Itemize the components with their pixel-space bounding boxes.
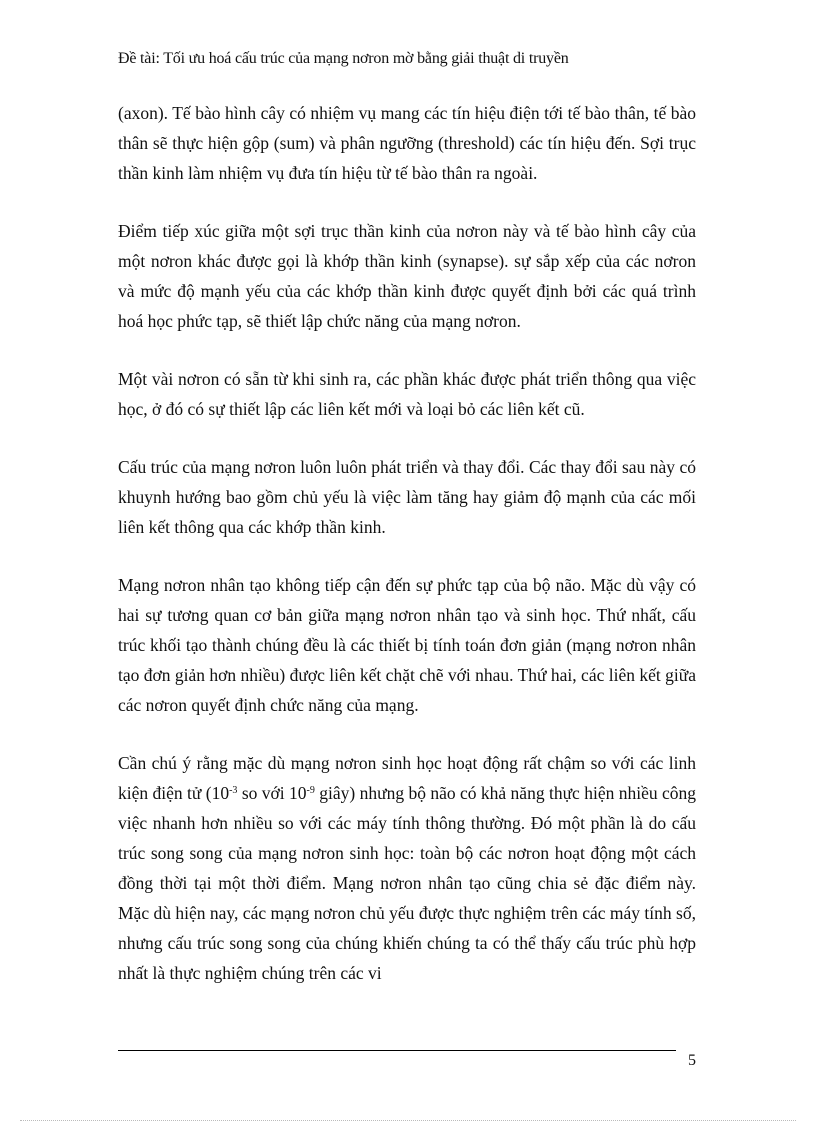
paragraph-6-text-b: so với 10 <box>237 783 307 803</box>
paragraph-6 <box>118 748 696 988</box>
paragraph-5: Mạng nơron nhân tạo không tiếp cận đến sự phức tạp của bộ não. Mặc dù vậy có hai sự tương quan cơ bản giữa mạng nơron nhân tạo và sinh học. Thứ nhất, cấu trúc khối tạo thành chúng đều là các thiết bị tính toán đơn giản (mạng nơron nhân tạo đơn giản hơn nhiều) được liên kết chặt chẽ với nhau. Thứ hai, các liên kết giữa các nơron quyết định chức năng của mạng. <box>118 575 696 715</box>
exponent-2: -9 <box>306 785 315 796</box>
page-edge-divider <box>20 1120 796 1121</box>
paragraph-6-text-c: giây) nhưng bộ não có khả năng thực hiện nhiều công việc nhanh hơn nhiều so với các máy tính thông thường. Đó một phần là do cấu trúc song song của mạng nơron sinh học: toàn bộ các nơron hoạt động một cách đồng thời tại một thời điểm. Mạng nơron nhân tạo cũng chia sẻ đặc điểm này. Mặc dù hiện nay, các mạng nơron chủ yếu được thực nghiệm trên các máy tính số, nhưng cấu trúc song song của chúng khiến chúng ta có thể thấy cấu trúc phù hợp nhất là thực nghiệm chúng trên các vi <box>118 783 697 983</box>
document-body <box>118 98 696 1016</box>
paragraph-3: Một vài nơron có sẵn từ khi sinh ra, các phần khác được phát triển thông qua việc học, ở đó có sự thiết lập các liên kết mới và loại bỏ các liên kết cũ. <box>118 369 696 419</box>
exponent-1: -3 <box>229 785 238 796</box>
footer-divider <box>118 1050 676 1051</box>
paragraph-4: Cấu trúc của mạng nơron luôn luôn phát triển và thay đổi. Các thay đổi sau này có khuynh hướng bao gồm chủ yếu là việc làm tăng hay giảm độ mạnh của các mối liên kết thông qua các khớp thần kinh. <box>118 457 696 537</box>
paragraph-6-text-a: Cần chú ý rằng mặc dù mạng nơron sinh học hoạt động rất chậm so với các linh kiện điện tử (10 <box>118 753 696 803</box>
paragraph-1: (axon). Tế bào hình cây có nhiệm vụ mang các tín hiệu điện tới tế bào thân, tế bào thân sẽ thực hiện gộp (sum) và phân ngưỡng (threshold) các tín hiệu đến. Sợi trục thần kinh làm nhiệm vụ đưa tín hiệu từ tế bào thân ra ngoài. <box>118 103 696 183</box>
document-header: Đề tài: Tối ưu hoá cấu trúc của mạng nơron mờ bằng giải thuật di truyền <box>118 50 569 67</box>
page-number: 5 <box>688 1052 696 1069</box>
paragraph-2: Điểm tiếp xúc giữa một sợi trục thần kinh của nơron này và tế bào hình cây của một nơron khác được gọi là khớp thần kinh (synapse). sự sắp xếp của các nơron và mức độ mạnh yếu của các khớp thần kinh được quyết định bởi các quá trình hoá học phức tạp, sẽ thiết lập chức năng của mạng nơron. <box>118 221 696 331</box>
